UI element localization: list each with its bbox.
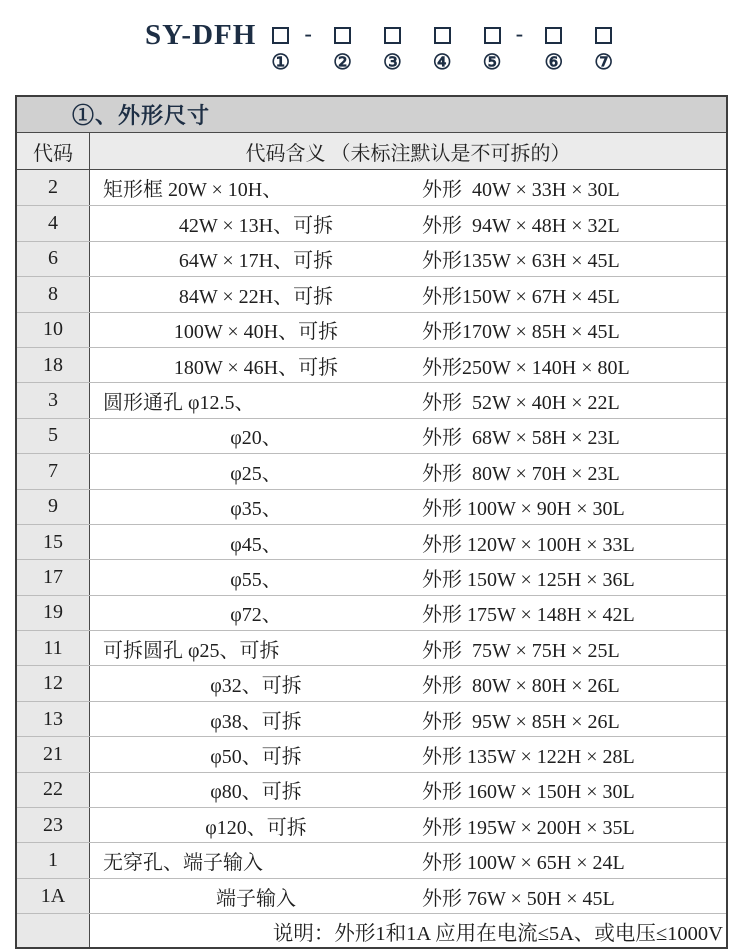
- table-row: [17, 665, 726, 700]
- description-text: 可拆圆孔 φ25、可拆: [103, 639, 280, 662]
- description-text: φ50、可拆: [210, 745, 302, 768]
- model-prefix: SY-DFH: [145, 19, 257, 51]
- circled-number-6: ⑥: [544, 50, 564, 74]
- meaning-cell: [90, 525, 726, 559]
- description-text: φ32、可拆: [210, 675, 302, 698]
- outline-dimensions-text: 外形170W × 85H × 45L: [422, 321, 620, 344]
- prefix-spacer: [198, 54, 203, 78]
- outline-dimensions-text: 外形 175W × 148H × 42L: [422, 604, 635, 627]
- description-text: 矩形框 20W × 10H、: [103, 179, 283, 202]
- code-box-unit-3: [383, 22, 402, 74]
- meaning-cell: [90, 419, 726, 453]
- code-cell: 10: [17, 313, 90, 347]
- meaning-cell: [90, 879, 726, 913]
- outline-dimensions-text: 外形 120W × 100H × 33L: [422, 533, 635, 556]
- table-row: [17, 312, 726, 347]
- outline-dimensions-text: 外形150W × 67H × 45L: [422, 285, 620, 308]
- model-prefix-unit: [145, 19, 257, 78]
- meaning-cell: [90, 206, 726, 240]
- code-cell: 12: [17, 666, 90, 700]
- code-cell: 4: [17, 206, 90, 240]
- meaning-cell: [90, 383, 726, 417]
- meaning-cell: [90, 843, 726, 877]
- description-text: φ80、可拆: [210, 781, 302, 804]
- outline-dimensions-text: 外形 76W × 50H × 45L: [422, 887, 615, 910]
- code-cell: 23: [17, 808, 90, 842]
- circled-number-4: ④: [432, 50, 452, 74]
- description-text: φ72、: [230, 604, 282, 627]
- code-cell: 7: [17, 454, 90, 488]
- table-row: [17, 241, 726, 276]
- outline-dimensions-text: 外形135W × 63H × 45L: [422, 250, 620, 273]
- meaning-cell: [90, 666, 726, 700]
- code-box-4: [434, 27, 451, 44]
- code-cell: 19: [17, 596, 90, 630]
- code-box-1: [272, 27, 289, 44]
- model-code-area: [0, 0, 750, 95]
- description-text: φ20、: [230, 427, 282, 450]
- description-text: 180W × 46H、可拆: [173, 356, 339, 379]
- code-cell: 15: [17, 525, 90, 559]
- table-row: [17, 382, 726, 417]
- outline-dimensions-text: 外形 40W × 33H × 30L: [422, 179, 620, 202]
- code-box-unit-1: [271, 22, 290, 74]
- table-title: ①、外形尺寸: [72, 103, 211, 128]
- header-meaning: 代码含义 （未标注默认是不可拆的）: [245, 142, 571, 165]
- code-cell: 11: [17, 631, 90, 665]
- code-cell: 9: [17, 490, 90, 524]
- table-row: [17, 878, 726, 913]
- description-text: 圆形通孔 φ12.5、: [103, 392, 255, 415]
- description-text: φ55、: [230, 568, 282, 591]
- table-row: [17, 170, 726, 205]
- description-text: 端子输入: [216, 887, 296, 910]
- header-code: 代码: [17, 133, 90, 169]
- meaning-cell: [90, 737, 726, 771]
- code-box-2: [334, 27, 351, 44]
- table-row: [17, 418, 726, 453]
- code-box-unit-4: [433, 22, 452, 74]
- code-cell: 2: [17, 170, 90, 205]
- outline-dimensions-text: 外形 94W × 48H × 32L: [422, 215, 620, 238]
- outline-dimensions-text: 外形 100W × 90H × 30L: [422, 498, 625, 521]
- meaning-cell: [90, 808, 726, 842]
- code-cell: 21: [17, 737, 90, 771]
- dash-spacer-2: [517, 52, 522, 76]
- circled-number-3: ③: [382, 50, 402, 74]
- table-row: [17, 559, 726, 594]
- description-text: φ120、可拆: [205, 816, 307, 839]
- code-cell: 17: [17, 560, 90, 594]
- meaning-cell: [90, 631, 726, 665]
- outline-dimensions-text: 外形 160W × 150H × 30L: [422, 781, 635, 804]
- dash-separator-2: -: [515, 21, 524, 46]
- code-cell: 3: [17, 383, 90, 417]
- meaning-cell: [90, 242, 726, 276]
- table-row: [17, 453, 726, 488]
- code-box-unit-2: [333, 22, 352, 74]
- table-header-row: [17, 132, 726, 169]
- code-box-5: [484, 27, 501, 44]
- meaning-cell: [90, 560, 726, 594]
- meaning-cell: [90, 596, 726, 630]
- outline-dimensions-text: 外形 195W × 200H × 35L: [422, 816, 635, 839]
- table-row: [17, 524, 726, 559]
- description-text: φ45、: [230, 533, 282, 556]
- code-box-3: [384, 27, 401, 44]
- model-code-line: [145, 19, 750, 78]
- description-text: 无穿孔、端子输入: [103, 852, 263, 875]
- circled-number-5: ⑤: [482, 50, 502, 74]
- description-text: 64W × 17H、可拆: [178, 250, 334, 273]
- code-dash-unit-2: [504, 22, 534, 76]
- circled-number-1: ①: [271, 50, 291, 74]
- table-title-row: [17, 97, 726, 132]
- meaning-cell: [90, 277, 726, 311]
- table-row: [17, 772, 726, 807]
- circled-number-7: ⑦: [594, 50, 614, 74]
- description-text: φ38、可拆: [210, 710, 302, 733]
- description-text: 100W × 40H、可拆: [173, 321, 339, 344]
- code-cell: 1A: [17, 879, 90, 913]
- note-text: 说明：外形1和1A 应用在电流≤5A、或电压≤1000V: [272, 922, 723, 945]
- code-cell: 6: [17, 242, 90, 276]
- outline-dimensions-text: 外形 75W × 75H × 25L: [422, 639, 620, 662]
- meaning-cell: [90, 348, 726, 382]
- code-box-unit-5: [483, 22, 502, 74]
- meaning-cell: [90, 454, 726, 488]
- description-text: 42W × 13H、可拆: [178, 215, 334, 238]
- outline-dimensions-text: 外形 150W × 125H × 36L: [422, 568, 635, 591]
- dash-spacer-1: [305, 52, 310, 76]
- outline-dimensions-text: 外形 135W × 122H × 28L: [422, 745, 635, 768]
- outline-dimensions-text: 外形 80W × 70H × 23L: [422, 462, 620, 485]
- table-row: [17, 347, 726, 382]
- code-cell: 22: [17, 773, 90, 807]
- code-cell: 18: [17, 348, 90, 382]
- meaning-cell: [90, 490, 726, 524]
- meaning-cell: [90, 313, 726, 347]
- outline-dimensions-text: 外形 80W × 80H × 26L: [422, 675, 620, 698]
- description-text: 84W × 22H、可拆: [178, 285, 334, 308]
- meaning-cell: [90, 170, 726, 205]
- table-row: [17, 842, 726, 877]
- code-cell: 13: [17, 702, 90, 736]
- meaning-cell: [90, 702, 726, 736]
- table-row: [17, 807, 726, 842]
- circled-number-2: ②: [333, 50, 352, 74]
- dash-separator-1: -: [304, 21, 312, 46]
- code-box-unit-7: [594, 22, 613, 74]
- table-body: [17, 169, 726, 913]
- table-row: [17, 205, 726, 240]
- table-row: [17, 595, 726, 630]
- code-cell: 1: [17, 843, 90, 877]
- outline-dimensions-text: 外形 52W × 40H × 22L: [422, 392, 620, 415]
- dimensions-table: [15, 95, 728, 949]
- table-row: [17, 736, 726, 771]
- code-box-7: [595, 27, 612, 44]
- outline-dimensions-text: 外形 95W × 85H × 26L: [422, 710, 620, 733]
- code-cell: 8: [17, 277, 90, 311]
- table-row: [17, 276, 726, 311]
- outline-dimensions-text: 外形 68W × 58H × 23L: [422, 427, 620, 450]
- description-text: φ25、: [230, 462, 282, 485]
- code-dash-unit-1: [293, 22, 323, 76]
- note-empty-code-cell: [17, 914, 90, 947]
- outline-dimensions-text: 外形 100W × 65H × 24L: [422, 852, 625, 875]
- code-box-unit-6: [544, 22, 563, 74]
- table-row: [17, 630, 726, 665]
- meaning-cell: [90, 773, 726, 807]
- outline-dimensions-text: 外形250W × 140H × 80L: [422, 356, 630, 379]
- description-text: φ35、: [230, 498, 282, 521]
- code-box-6: [545, 27, 562, 44]
- table-row: [17, 489, 726, 524]
- table-row: [17, 701, 726, 736]
- note-row: [17, 913, 726, 947]
- code-cell: 5: [17, 419, 90, 453]
